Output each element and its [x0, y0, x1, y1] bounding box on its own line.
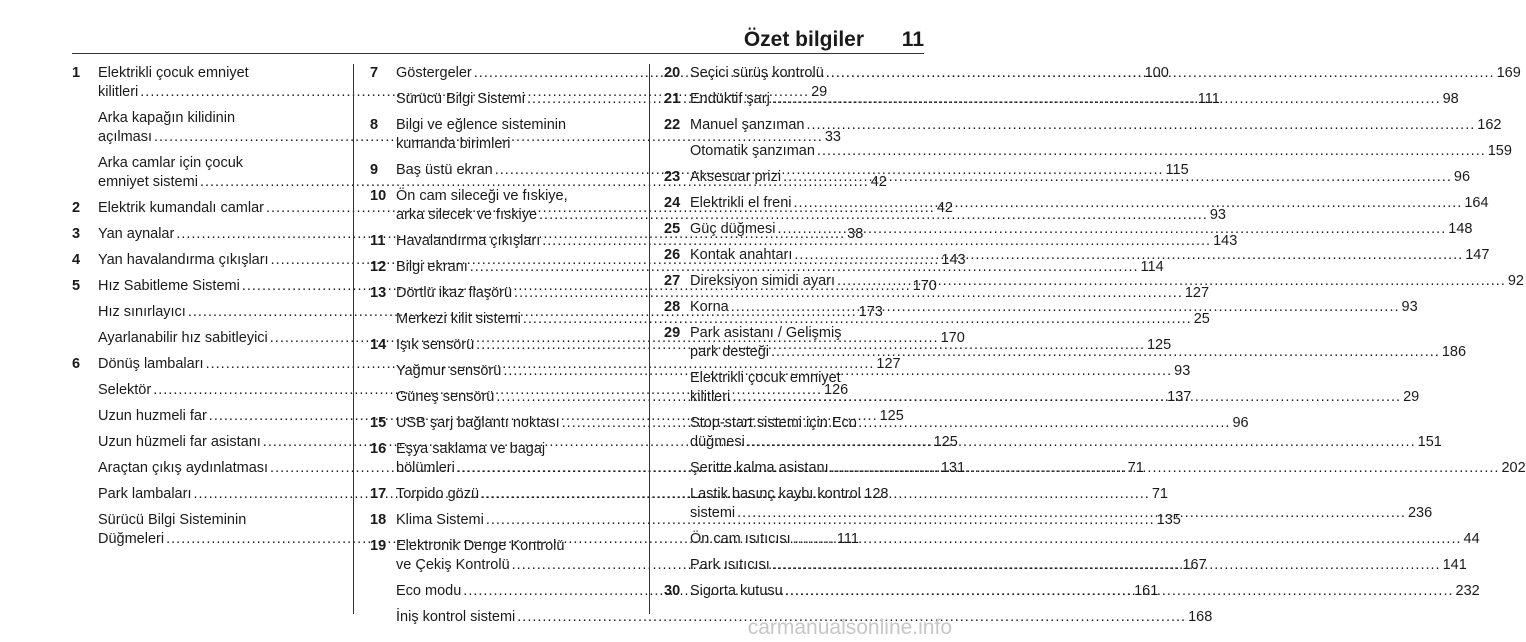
- entry-last-line: [690, 220, 1472, 239]
- entry-body: [690, 142, 1512, 161]
- entry-text: Araçtan çıkış aydınlatması: [98, 460, 269, 476]
- entry-body: [690, 582, 1480, 601]
- entry-last-line: [690, 388, 1419, 407]
- entry-text: Güç düğmesi: [690, 221, 776, 237]
- entry-number: 21: [664, 91, 681, 107]
- page-reference[interactable]: 147: [1465, 247, 1490, 263]
- entry-text: Arka camlar için çocuk: [98, 155, 244, 171]
- page-reference[interactable]: 131: [940, 460, 966, 476]
- entry-number: 11: [370, 233, 386, 249]
- page-reference[interactable]: 71: [1151, 486, 1168, 502]
- entry-text: emniyet sistemi: [98, 174, 198, 190]
- entry-text: Kontak anahtarı: [690, 247, 793, 263]
- entry-text: Eşya saklama ve bagaj: [396, 441, 546, 457]
- page-reference[interactable]: 38: [847, 226, 864, 242]
- entry-number: 27: [664, 273, 681, 289]
- entry-text: Elektrikli çocuk emniyet: [98, 65, 249, 81]
- entry-text: Seçici sürüş kontrolü: [690, 65, 824, 81]
- entry-text: Ayarlanabilir hız sabitleyici: [98, 330, 268, 346]
- entry-number: 12: [370, 259, 387, 275]
- entry-body: [690, 272, 1524, 291]
- dot-leader: [772, 556, 1441, 575]
- entry-body: [690, 194, 1489, 213]
- dot-leader: [783, 168, 1452, 187]
- entry-text: Işık sensörü: [396, 337, 475, 353]
- dot-leader: [785, 582, 1454, 601]
- entry-number: 23: [664, 169, 681, 185]
- entry-body: [690, 64, 1521, 83]
- page-reference[interactable]: 111: [836, 531, 859, 547]
- page-reference[interactable]: 137: [1167, 389, 1192, 405]
- page-reference[interactable]: 151: [1417, 434, 1442, 450]
- entry-text: Klima Sistemi: [396, 512, 484, 528]
- entry-last-line: [396, 135, 630, 154]
- entry-last-line: [690, 142, 1512, 161]
- page-reference[interactable]: 71: [1127, 460, 1144, 476]
- entry-text: Şeritte kalma asistanı: [690, 460, 829, 476]
- entry-text: Elektrikli çocuk emniyet: [690, 370, 841, 386]
- page-reference[interactable]: 202: [1501, 460, 1526, 476]
- entry-text: Yağmur sensörü: [396, 363, 502, 379]
- entry-text: Sigorta kutusu: [690, 583, 783, 599]
- entry-last-line: [690, 343, 1466, 362]
- entry-text: Ön cam sileceği ve fıskiye,: [396, 188, 568, 204]
- page-reference[interactable]: 96: [1232, 415, 1249, 431]
- page-reference[interactable]: 169: [1496, 65, 1521, 81]
- dot-leader: [817, 142, 1486, 161]
- entry-body: [690, 116, 1501, 135]
- entry-text: Aksesuar prizi: [690, 169, 782, 185]
- dot-leader: [806, 116, 1475, 135]
- entry-body: [690, 246, 1489, 265]
- entry-number: 19: [370, 538, 387, 554]
- entry-body: [690, 168, 1470, 187]
- entry-number: 3: [72, 226, 81, 242]
- entry-body: [690, 530, 1480, 549]
- entry-text: Park ısıtıcısı: [690, 557, 770, 573]
- entry-text: Eco modu: [396, 583, 462, 599]
- entry-body: [690, 485, 1432, 523]
- page-reference[interactable]: 164: [1464, 195, 1489, 211]
- entry-last-line: [690, 194, 1489, 213]
- entry-text: ve Çekiş Kontrolü: [396, 557, 510, 573]
- entry-body: [690, 369, 1419, 407]
- entry-last-line: [690, 90, 1459, 109]
- dot-leader: [794, 194, 1463, 213]
- page-reference[interactable]: 100: [1144, 65, 1169, 81]
- page-reference[interactable]: 127: [876, 356, 901, 372]
- page-reference[interactable]: 29: [811, 84, 828, 100]
- page-reference[interactable]: 162: [1477, 117, 1502, 133]
- page-reference[interactable]: 143: [1213, 233, 1238, 249]
- entry-text: düğmesi: [690, 434, 745, 450]
- index-entry[interactable]: [664, 530, 1480, 549]
- index-entry[interactable]: [664, 142, 1512, 161]
- entry-text: kilitleri: [690, 389, 731, 405]
- entry-number: 28: [664, 299, 681, 315]
- entry-number: 25: [664, 221, 681, 237]
- entry-last-line: [690, 116, 1501, 135]
- entry-text: Lastik basınç kaybı kontrol: [690, 486, 861, 502]
- entry-text: İniş kontrol sistemi: [396, 609, 516, 625]
- entry-number: 17: [370, 486, 387, 502]
- dot-leader: [793, 530, 1462, 549]
- dot-leader: [737, 504, 1406, 523]
- page-title: Özet bilgiler: [743, 28, 864, 51]
- entry-text: bölümleri: [396, 460, 455, 476]
- entry-number: 26: [664, 247, 681, 263]
- entry-number: 29: [664, 325, 681, 341]
- page-reference[interactable]: 167: [1182, 557, 1207, 573]
- entry-text: Sürücü Bilgi Sisteminin: [98, 512, 247, 528]
- watermark: carmanualsonline.info: [747, 616, 952, 639]
- entry-text: Yan aynalar: [98, 226, 175, 242]
- entry-text: USB şarj bağlantı noktası: [396, 415, 560, 431]
- entry-number: 2: [72, 200, 81, 216]
- entry-last-line: [690, 459, 1526, 478]
- entry-last-line: [690, 298, 1418, 317]
- page-reference[interactable]: 170: [912, 278, 937, 294]
- entry-text: Korna: [690, 299, 729, 315]
- page-reference[interactable]: 44: [1463, 531, 1480, 547]
- dot-leader: [826, 64, 1495, 83]
- page-reference[interactable]: 98: [1442, 91, 1459, 107]
- entry-text: Uzun huzmeli far: [98, 408, 207, 424]
- index-entry[interactable]: [664, 298, 1418, 317]
- entry-text: Bilgi ekranı: [396, 259, 468, 275]
- page-reference[interactable]: 111: [1197, 91, 1220, 107]
- dot-leader: [831, 459, 1500, 478]
- page-reference[interactable]: 42: [870, 174, 887, 190]
- entry-text: Yan havalandırma çıkışları: [98, 252, 269, 268]
- entry-text: park desteği: [690, 344, 769, 360]
- page-reference[interactable]: 148: [1448, 221, 1473, 237]
- page-reference[interactable]: 232: [1455, 583, 1480, 599]
- entry-number: 14: [370, 337, 387, 353]
- entry-number: 1: [72, 65, 81, 81]
- entry-number: 30: [664, 583, 681, 599]
- entry-body: [690, 459, 1526, 478]
- entry-text: Hız sınırlayıcı: [98, 304, 186, 320]
- entry-number: 20: [664, 65, 681, 81]
- entry-text: sistemi: [690, 505, 736, 521]
- page-number: 11: [901, 28, 924, 51]
- page-reference[interactable]: 125: [1146, 337, 1172, 353]
- page-reference[interactable]: 93: [1174, 363, 1191, 379]
- page-reference[interactable]: 135: [1156, 512, 1181, 528]
- dot-leader: [771, 343, 1440, 362]
- entry-body: [690, 324, 1466, 362]
- page-reference[interactable]: 236: [1407, 505, 1433, 521]
- entry-text: Endüktif şarj: [690, 91, 770, 107]
- page-reference[interactable]: 125: [933, 434, 958, 450]
- entry-text: Direksiyon simidi ayarı: [690, 273, 836, 289]
- entry-text: Elektronik Denge Kontrolü: [396, 538, 565, 554]
- entry-number: 22: [664, 117, 681, 133]
- page-reference[interactable]: 141: [1442, 557, 1467, 573]
- entry-last-line: [690, 582, 1480, 601]
- entry-text: Ön cam ısıtıcısı: [690, 531, 791, 547]
- dot-leader: [794, 246, 1463, 265]
- dot-leader: [732, 388, 1401, 407]
- entry-text: Uzun hüzmeli far asistanı: [98, 434, 261, 450]
- page-reference[interactable]: 33: [824, 129, 841, 145]
- entry-text: Sürücü Bilgi Sistemi: [396, 91, 525, 107]
- entry-number: 13: [370, 285, 387, 301]
- page-reference[interactable]: 186: [1441, 344, 1467, 360]
- entry-number: 7: [370, 65, 379, 81]
- page-reference[interactable]: 170: [940, 330, 965, 346]
- entry-text: Stop-start sistemi için Eco: [690, 415, 857, 431]
- entry-text: Manuel şanzıman: [690, 117, 805, 133]
- entry-last-line: [690, 272, 1524, 291]
- entry-last-line: [690, 168, 1470, 187]
- entry-number: 15: [370, 415, 387, 431]
- entry-number: 18: [370, 512, 387, 528]
- entry-text: Selektör: [98, 382, 152, 398]
- entry-text: Havalandırma çıkışları: [396, 233, 541, 249]
- dot-leader: [731, 298, 1400, 317]
- entry-text: Elektrik kumandalı camlar: [98, 200, 264, 216]
- dot-leader: [837, 272, 1506, 291]
- entry-text: Bilgi ve eğlence sisteminin: [396, 117, 567, 133]
- entry-number: 5: [72, 278, 81, 294]
- index-entry[interactable]: [370, 608, 1213, 627]
- dot-leader: [747, 433, 1416, 452]
- entry-text: Park asistanı / Gelişmiş: [690, 325, 842, 341]
- entry-text: Göstergeler: [396, 65, 472, 81]
- entry-text: Düğmeleri: [98, 531, 165, 547]
- page-reference[interactable]: 42: [936, 200, 953, 216]
- entry-text: Park lambaları: [98, 486, 192, 502]
- entry-text: kumanda birimleri: [396, 136, 511, 152]
- entry-text: Güneş sensörü: [396, 389, 495, 405]
- entry-number: 8: [370, 117, 379, 133]
- entry-text: açılması: [98, 129, 152, 145]
- entry-body: [396, 116, 630, 154]
- entry-number: 9: [370, 162, 379, 178]
- page-reference[interactable]: 159: [1487, 143, 1512, 159]
- page-reference[interactable]: 161: [1134, 583, 1159, 599]
- entry-last-line: [690, 246, 1489, 265]
- entry-number: 10: [370, 188, 387, 204]
- page-reference[interactable]: 125: [879, 408, 904, 424]
- entry-text: Otomatik şanzıman: [690, 143, 815, 159]
- column-divider-1: [353, 64, 354, 614]
- entry-text: Dörtlü ikaz flaşörü: [396, 285, 513, 301]
- index-entry[interactable]: [664, 220, 1473, 239]
- entry-number: 24: [664, 195, 681, 211]
- entry-last-line: [690, 530, 1480, 549]
- entry-text: Merkezi kilit sistemi: [396, 311, 521, 327]
- page-reference[interactable]: 173: [858, 304, 883, 320]
- entry-text: Torpido gözü: [396, 486, 480, 502]
- entry-last-line: [690, 433, 1442, 452]
- entry-number: 6: [72, 356, 81, 372]
- page-reference[interactable]: 128: [864, 486, 889, 502]
- entry-text: Arka kapağın kilidinin: [98, 110, 236, 126]
- entry-last-line: [690, 64, 1521, 83]
- index-entry[interactable]: [370, 511, 1181, 530]
- entry-number: 16: [370, 441, 387, 457]
- index-entry[interactable]: [370, 116, 630, 154]
- entry-text: kilitleri: [98, 84, 139, 100]
- entry-body: [690, 90, 1459, 109]
- entry-text: Baş üstü ekran: [396, 162, 493, 178]
- entry-last-line: [690, 556, 1467, 575]
- entry-body: [690, 220, 1472, 239]
- entry-number: 4: [72, 252, 81, 268]
- entry-last-line: [690, 504, 1432, 523]
- dot-leader: [772, 90, 1441, 109]
- entry-body: [690, 414, 1442, 452]
- entry-body: [690, 298, 1418, 317]
- page-reference[interactable]: 114: [1140, 259, 1164, 275]
- entry-text: arka silecek ve fıskiye: [396, 207, 538, 223]
- header-rule: [72, 53, 924, 54]
- page-reference[interactable]: 93: [1401, 299, 1418, 315]
- page-reference[interactable]: 127: [1184, 285, 1210, 301]
- page-reference[interactable]: 168: [1188, 609, 1213, 625]
- index-entry[interactable]: [664, 116, 1502, 135]
- page-reference[interactable]: 93: [1209, 207, 1226, 223]
- entry-text: Elektrikli el freni: [690, 195, 792, 211]
- page-reference[interactable]: 92: [1507, 273, 1524, 289]
- entry-body: [690, 556, 1467, 575]
- entry-text: Hız Sabitleme Sistemi: [98, 278, 240, 294]
- page-reference[interactable]: 29: [1403, 389, 1420, 405]
- column-divider-2: [649, 64, 650, 614]
- page-reference[interactable]: 143: [941, 252, 966, 268]
- page-reference[interactable]: 126: [824, 382, 849, 398]
- dot-leader: [777, 220, 1446, 239]
- page-reference[interactable]: 115: [1165, 162, 1189, 178]
- entry-text: Dönüş lambaları: [98, 356, 204, 372]
- page-reference[interactable]: 96: [1453, 169, 1471, 185]
- page-reference[interactable]: 25: [1193, 311, 1210, 327]
